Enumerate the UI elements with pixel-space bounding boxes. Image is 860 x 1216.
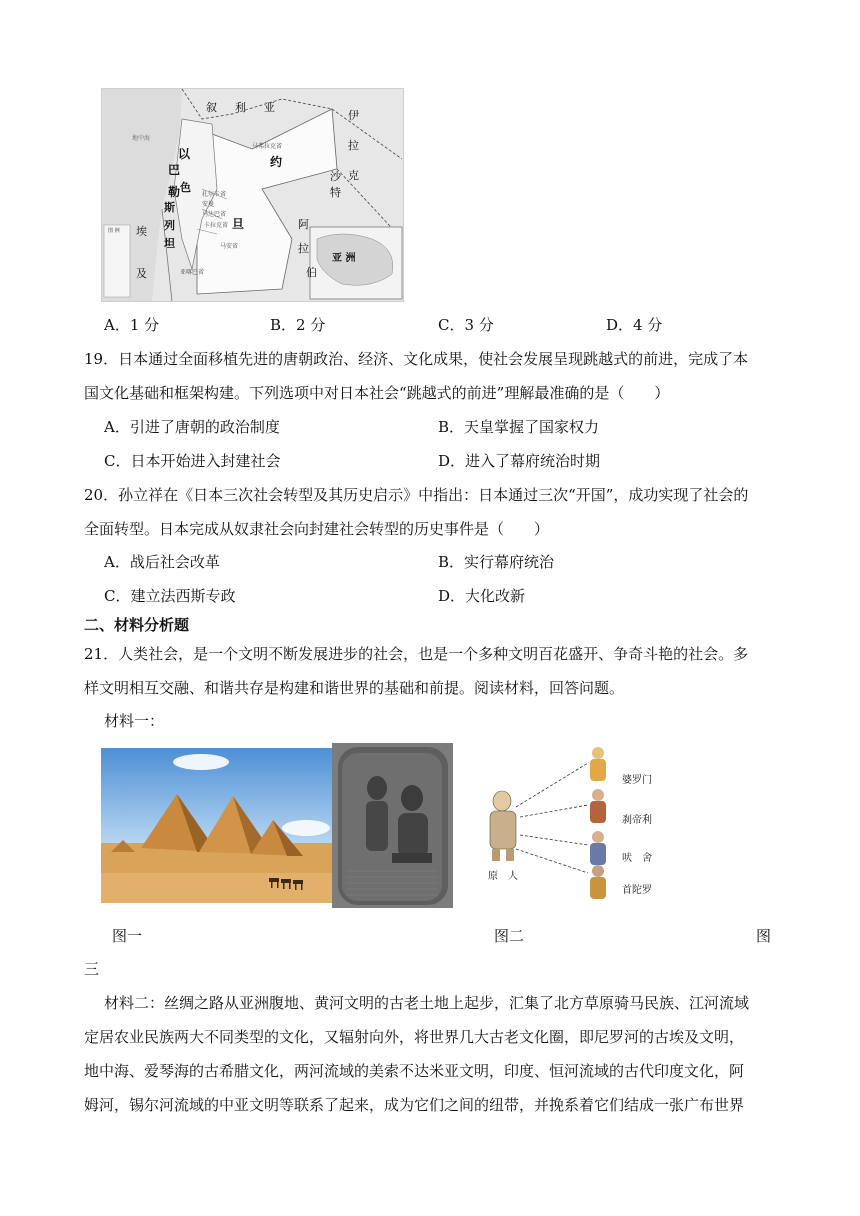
q20-option-b[interactable]: B．实行幕府统治 (438, 553, 555, 571)
map-label-asia: 亚 洲 (332, 253, 356, 264)
map-label-karak: 卡拉克省 (204, 222, 229, 229)
map-label-saudi: 沙 特 (330, 170, 341, 199)
q18-option-b[interactable]: B．2 分 (270, 316, 326, 334)
map-label-jordan-1: 约 (270, 155, 283, 169)
map-label-sea: 地中海 (132, 135, 151, 142)
map-label-zarqa: 扎尔卡省 (202, 191, 227, 198)
fig2-caption: 图二 (494, 927, 525, 945)
map-label-palestine-2: 斯 列 坦 (164, 201, 175, 250)
map-label-maan: 马安省 (220, 243, 239, 250)
material2-line1: 材料二：丝绸之路从亚洲腹地、黄河文明的古老土地上起步，汇集了北方草原骑马民族、江河流域 (104, 994, 750, 1012)
q21-stem-line2: 样文明相互交融、和谐共存是构建和谐世界的基础和前提。阅读材料，回答问题。 (84, 679, 625, 697)
map-label-israel: 以 (178, 147, 191, 161)
q20-stem-line1: 20．孙立祥在《日本三次社会转型及其历史启示》中指出：日本通过三次“开国”，成功实现了社会的 (84, 486, 749, 504)
map-label-iraq: 伊 拉 克 (348, 109, 359, 182)
material2-line3: 地中海、爱琴海的古希腊文化，两河流域的美索不达米亚文明，印度、恒河流域的古代印度文化，阿 (84, 1062, 745, 1080)
caste-brahmin: 婆罗门 (622, 775, 652, 786)
fig3-caption-part2: 三 (84, 960, 100, 978)
caste-diagram (476, 745, 666, 905)
jordan-region-map (101, 88, 404, 302)
map-label-mafraq: 马弗拉克省 (252, 143, 283, 150)
material1-label: 材料一： (104, 712, 165, 730)
map-label-madaba: 马达巴省 (202, 211, 227, 218)
stele-image (332, 743, 453, 908)
q19-stem-line1: 19．日本通过全面移植先进的唐朝政治、经济、文化成果，使社会发展呈现跳越式的前进，完成了本 (84, 350, 749, 368)
material2-line4: 姆河，锡尔河流域的中亚文明等联系了起来，成为它们之间的纽带，并挽系着它们结成一张广布世界 (84, 1096, 745, 1114)
map-label-jordan-2: 旦 (232, 217, 245, 231)
q19-option-a[interactable]: A．引进了唐朝的政治制度 (104, 418, 280, 436)
q18-option-d[interactable]: D．4 分 (606, 316, 663, 334)
q20-option-a[interactable]: A．战后社会改革 (104, 553, 220, 571)
q21-stem-line1: 21．人类社会，是一个文明不断发展进步的社会，也是一个多种文明百花盛开、争奇斗艳的社会。多 (84, 645, 749, 663)
map-label-arabia: 阿 拉 伯 (298, 218, 317, 279)
q18-option-c[interactable]: C．3 分 (438, 316, 494, 334)
map-label-palestine-1: 巴 勒 (168, 163, 181, 199)
map-legend-title: 图 例 (108, 228, 120, 234)
q20-option-d[interactable]: D．大化改新 (438, 587, 526, 605)
map-label-egypt: 埃 及 (136, 225, 147, 280)
q20-option-c[interactable]: C．建立法西斯专政 (104, 587, 236, 605)
map-label-amman: 安曼 (202, 201, 215, 208)
map-label-aqaba: 亚喀巴省 (180, 269, 205, 276)
caste-vaishya: 吠 舍 (622, 853, 652, 864)
q19-option-d[interactable]: D．进入了幕府统治时期 (438, 452, 601, 470)
section2-heading: 二、材料分析题 (84, 616, 190, 634)
material2-line2: 定居农业民族两大不同类型的文化，又辐射向外，将世界几大古老文化圈，即尼罗河的古埃及文明， (84, 1028, 745, 1046)
q20-stem-line2: 全面转型。日本完成从奴隶社会向封建社会转型的历史事件是（ ） (84, 520, 550, 538)
map-label-color: 色 (180, 181, 191, 194)
pyramids-image (101, 748, 332, 903)
q19-stem-line2: 国文化基础和框架构建。下列选项中对日本社会“跳越式的前进”理解最准确的是（ ） (84, 384, 670, 402)
caste-kshatriya: 刹帝利 (622, 815, 652, 826)
q18-option-a[interactable]: A．1 分 (104, 316, 160, 334)
fig3-caption-part1: 图 (756, 927, 772, 945)
fig1-caption: 图一 (112, 927, 143, 945)
q19-option-b[interactable]: B．天皇掌握了国家权力 (438, 418, 600, 436)
caste-origin-label: 原 人 (488, 871, 518, 882)
q19-option-c[interactable]: C．日本开始进入封建社会 (104, 452, 281, 470)
map-label-syria: 叙利亚 (206, 101, 293, 114)
caste-shudra: 首陀罗 (622, 885, 652, 896)
